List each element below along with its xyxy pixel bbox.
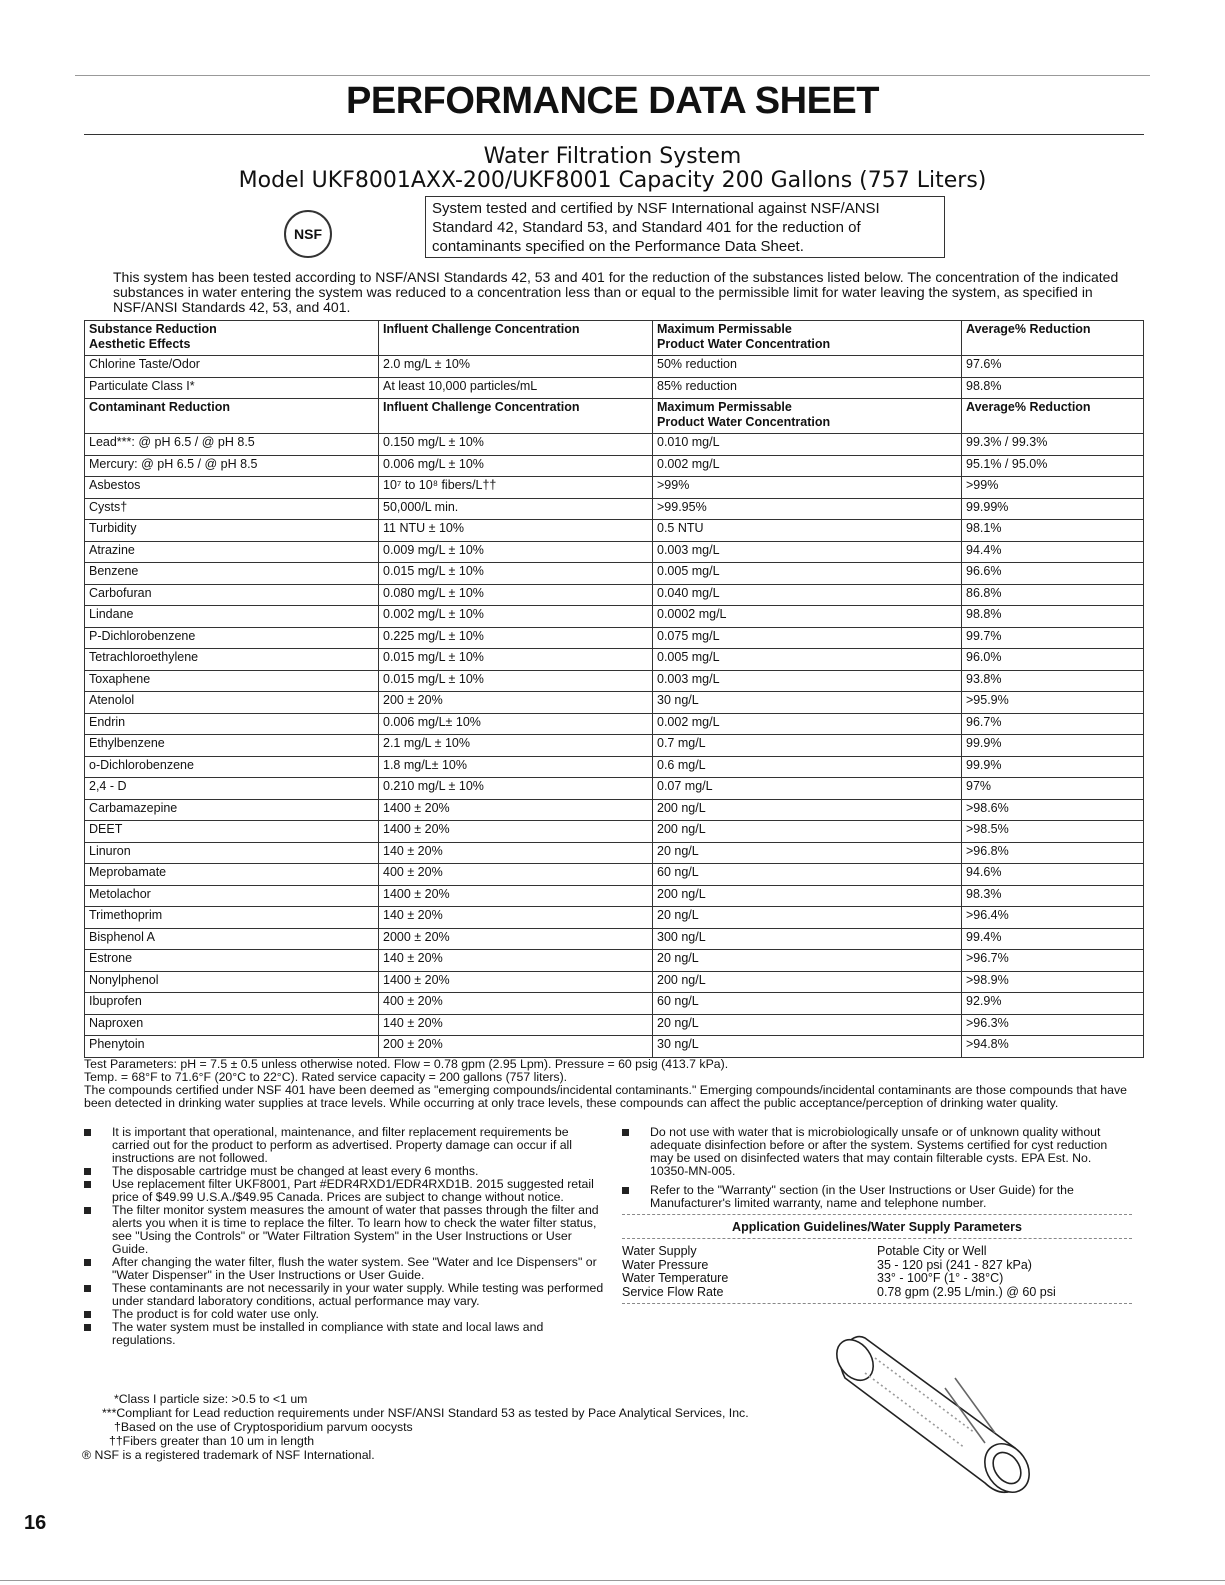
table-cell: Estrone bbox=[85, 950, 379, 972]
table-cell: Carbofuran bbox=[85, 584, 379, 606]
table-row bbox=[85, 885, 1144, 907]
table-cell: 99.9% bbox=[962, 756, 1144, 778]
table-cell: Toxaphene bbox=[85, 670, 379, 692]
table-cell: 400 ± 20% bbox=[379, 993, 653, 1015]
table-cell: Average% Reduction bbox=[962, 321, 1144, 356]
subtitle-model: Model UKF8001AXX-200/UKF8001 Capacity 200 Gallons (757 Liters) bbox=[238, 168, 987, 193]
table-cell: 2.0 mg/L ± 10% bbox=[379, 356, 653, 378]
table-cell: 0.003 mg/L bbox=[653, 541, 962, 563]
table-cell: 50,000/L min. bbox=[379, 498, 653, 520]
test-param-line: Temp. = 68°F to 71.6°F (20°C to 22°C). Rated service capacity = 200 gallons (757 liters). bbox=[84, 1070, 568, 1084]
table-cell: 86.8% bbox=[962, 584, 1144, 606]
table-cell: 200 ng/L bbox=[653, 799, 962, 821]
table-row bbox=[85, 713, 1144, 735]
table-row bbox=[85, 799, 1144, 821]
table-cell: Benzene bbox=[85, 563, 379, 585]
table-cell: Carbamazepine bbox=[85, 799, 379, 821]
performance-table bbox=[84, 320, 1144, 1058]
table-row bbox=[85, 756, 1144, 778]
table-cell: Substance Reduction Aesthetic Effects bbox=[85, 321, 379, 356]
table-cell: 99.7% bbox=[962, 627, 1144, 649]
table-cell: 98.1% bbox=[962, 520, 1144, 542]
table-cell: 11 NTU ± 10% bbox=[379, 520, 653, 542]
table-row bbox=[85, 606, 1144, 628]
page-number: 16 bbox=[24, 1512, 47, 1534]
page-title: PERFORMANCE DATA SHEET bbox=[346, 80, 879, 122]
table-cell: Atrazine bbox=[85, 541, 379, 563]
bullet-list-right bbox=[622, 1126, 1132, 1310]
divider bbox=[622, 1238, 1132, 1239]
param-label: Water Supply bbox=[622, 1244, 697, 1258]
table-cell: 20 ng/L bbox=[653, 1014, 962, 1036]
intro-paragraph: This system has been tested according to NSF/ANSI Standards 42, 53 and 401 for the reduction of the substances listed below. The concentration of the indicated substances in water entering the system was reduced to a concentration less than or equal to the permissible limit for water leaving the system, as specified in NSF/ANSI Standards 42, 53, and 401. bbox=[113, 269, 1119, 315]
table-cell: 0.002 mg/L bbox=[653, 713, 962, 735]
table-cell: Particulate Class I* bbox=[85, 377, 379, 399]
table-cell: 1400 ± 20% bbox=[379, 799, 653, 821]
certification-box: System tested and certified by NSF International against NSF/ANSI Standard 42, Standard 53, and Standard 401 for the reduction of contaminants specified on the Performance Data Sheet. bbox=[425, 196, 945, 258]
param-label: Service Flow Rate bbox=[622, 1284, 724, 1299]
table-cell: 98.8% bbox=[962, 606, 1144, 628]
table-cell: >96.4% bbox=[962, 907, 1144, 929]
divider bbox=[622, 1303, 1132, 1304]
table-cell: Naproxen bbox=[85, 1014, 379, 1036]
footnotes bbox=[84, 1392, 884, 1462]
bullet-item: Use replacement filter UKF8001, Part #EDR4RXD1/EDR4RXD1B. 2015 suggested retail price of $49.99 U.S.A./$49.95 Canada. Prices are subject to change without notice. bbox=[84, 1178, 604, 1204]
table-cell: Trimethoprim bbox=[85, 907, 379, 929]
bullet-item: Do not use with water that is microbiologically unsafe or of unknown quality without adequate disinfection before or after the system. Systems certified for cyst reduction may be used on disinfected waters that may contain filterable cysts. EPA Est. No. 10350-MN-005. bbox=[622, 1126, 1132, 1178]
table-cell: 2000 ± 20% bbox=[379, 928, 653, 950]
table-cell: 140 ± 20% bbox=[379, 907, 653, 929]
table-row bbox=[85, 584, 1144, 606]
bullet-item: The water system must be installed in compliance with state and local laws and regulations. bbox=[84, 1321, 604, 1347]
table-cell: >95.9% bbox=[962, 692, 1144, 714]
test-param-line: Test Parameters: pH = 7.5 ± 0.5 unless otherwise noted. Flow = 0.78 gpm (2.95 Lpm). Pressure = 60 psig (413.7 kPa). bbox=[84, 1057, 729, 1071]
table-cell: 95.1% / 95.0% bbox=[962, 455, 1144, 477]
table-cell: 1400 ± 20% bbox=[379, 971, 653, 993]
table-cell: >99.95% bbox=[653, 498, 962, 520]
application-guidelines-table bbox=[622, 1245, 1132, 1299]
table-row bbox=[85, 670, 1144, 692]
table-cell: Chlorine Taste/Odor bbox=[85, 356, 379, 378]
table-cell: 140 ± 20% bbox=[379, 842, 653, 864]
table-cell: 0.006 mg/L± 10% bbox=[379, 713, 653, 735]
table-row bbox=[85, 649, 1144, 671]
table-cell: Contaminant Reduction bbox=[85, 399, 379, 434]
table-cell: 96.7% bbox=[962, 713, 1144, 735]
table-cell: 99.4% bbox=[962, 928, 1144, 950]
table-cell: 0.005 mg/L bbox=[653, 563, 962, 585]
footnote: ††Fibers greater than 10 um in length bbox=[109, 1434, 315, 1448]
table-cell: 99.99% bbox=[962, 498, 1144, 520]
table-cell: Asbestos bbox=[85, 477, 379, 499]
table-cell: 94.4% bbox=[962, 541, 1144, 563]
param-value: Potable City or Well bbox=[877, 1244, 987, 1258]
table-cell: Lindane bbox=[85, 606, 379, 628]
bullet-list-left bbox=[84, 1126, 604, 1347]
table-cell: 0.006 mg/L ± 10% bbox=[379, 455, 653, 477]
table-cell: 99.9% bbox=[962, 735, 1144, 757]
subtitle-system: Water Filtration System bbox=[483, 144, 742, 169]
bullet-item: Refer to the "Warranty" section (in the User Instructions or User Guide) for the Manufacturer's limited warranty, name and telephone number. bbox=[622, 1184, 1132, 1210]
table-cell: 0.075 mg/L bbox=[653, 627, 962, 649]
table-cell: 0.003 mg/L bbox=[653, 670, 962, 692]
table-row bbox=[85, 971, 1144, 993]
bullet-item: The filter monitor system measures the amount of water that passes through the filter and alerts you when it is time to replace the filter. To learn how to check the water filter status, see "Using the Controls" or "Water Filtration System" in the User Instructions or User Guide. bbox=[84, 1204, 604, 1256]
table-cell: >96.3% bbox=[962, 1014, 1144, 1036]
table-row bbox=[85, 993, 1144, 1015]
table-cell: 60 ng/L bbox=[653, 993, 962, 1015]
table-cell: Ethylbenzene bbox=[85, 735, 379, 757]
table-row bbox=[85, 907, 1144, 929]
table-row bbox=[85, 520, 1144, 542]
table-cell: 200 ng/L bbox=[653, 971, 962, 993]
table-header-row bbox=[85, 399, 1144, 434]
table-cell: 0.225 mg/L ± 10% bbox=[379, 627, 653, 649]
table-cell: Ibuprofen bbox=[85, 993, 379, 1015]
table-row bbox=[85, 928, 1144, 950]
table-cell: Atenolol bbox=[85, 692, 379, 714]
table-cell: 30 ng/L bbox=[653, 1036, 962, 1058]
table-cell: 0.002 mg/L bbox=[653, 455, 962, 477]
test-param-line: The compounds certified under NSF 401 have been deemed as "emerging compounds/incidental contaminants." Emerging compounds/incidental contaminants are those compounds that have been detected in drinking water supplies at trace levels. While occurring at only trace levels, these compounds can affect the public acceptance/perception of drinking water quality. bbox=[84, 1083, 1127, 1110]
table-cell: 85% reduction bbox=[653, 377, 962, 399]
table-cell: 140 ± 20% bbox=[379, 950, 653, 972]
table-cell: 0.080 mg/L ± 10% bbox=[379, 584, 653, 606]
param-value: 0.78 gpm (2.95 L/min.) @ 60 psi bbox=[877, 1284, 1056, 1299]
table-cell: 0.7 mg/L bbox=[653, 735, 962, 757]
footnote: ® NSF is a registered trademark of NSF International. bbox=[82, 1448, 375, 1462]
table-cell: >99% bbox=[653, 477, 962, 499]
param-label: Water Temperature bbox=[622, 1271, 729, 1285]
table-row bbox=[85, 950, 1144, 972]
table-cell: 1400 ± 20% bbox=[379, 885, 653, 907]
table-cell: 0.009 mg/L ± 10% bbox=[379, 541, 653, 563]
footnote: †Based on the use of Cryptosporidium parvum oocysts bbox=[114, 1420, 413, 1434]
table-cell: 0.150 mg/L ± 10% bbox=[379, 434, 653, 456]
table-cell: 1400 ± 20% bbox=[379, 821, 653, 843]
table-cell: >98.5% bbox=[962, 821, 1144, 843]
table-cell: DEET bbox=[85, 821, 379, 843]
table-cell: Maximum Permissable Product Water Concentration bbox=[653, 399, 962, 434]
top-rule bbox=[75, 75, 1150, 76]
table-cell: At least 10,000 particles/mL bbox=[379, 377, 653, 399]
table-row bbox=[85, 563, 1144, 585]
table-cell: 0.015 mg/L ± 10% bbox=[379, 649, 653, 671]
table-cell: 98.3% bbox=[962, 885, 1144, 907]
table-row bbox=[85, 455, 1144, 477]
table-cell: Mercury: @ pH 6.5 / @ pH 8.5 bbox=[85, 455, 379, 477]
table-cell: Endrin bbox=[85, 713, 379, 735]
table-cell: >98.9% bbox=[962, 971, 1144, 993]
table-row bbox=[85, 434, 1144, 456]
param-value: 35 - 120 psi (241 - 827 kPa) bbox=[877, 1257, 1032, 1272]
table-cell: 0.07 mg/L bbox=[653, 778, 962, 800]
table-cell: 0.015 mg/L ± 10% bbox=[379, 563, 653, 585]
footnote: ***Compliant for Lead reduction requirements under NSF/ANSI Standard 53 as tested by Pace Analytical Services, Inc. bbox=[102, 1406, 749, 1420]
table-cell: Linuron bbox=[85, 842, 379, 864]
table-cell: 2,4 - D bbox=[85, 778, 379, 800]
table-cell: 99.3% / 99.3% bbox=[962, 434, 1144, 456]
table-row bbox=[85, 1036, 1144, 1058]
bullet-item: The product is for cold water use only. bbox=[84, 1308, 604, 1321]
table-row bbox=[85, 541, 1144, 563]
test-parameters bbox=[84, 1058, 1144, 1110]
table-cell: 140 ± 20% bbox=[379, 1014, 653, 1036]
table-cell: >98.6% bbox=[962, 799, 1144, 821]
table-cell: 0.210 mg/L ± 10% bbox=[379, 778, 653, 800]
table-cell: 20 ng/L bbox=[653, 950, 962, 972]
table-row bbox=[85, 842, 1144, 864]
table-cell: 0.010 mg/L bbox=[653, 434, 962, 456]
table-row bbox=[85, 377, 1144, 399]
application-guidelines-title: Application Guidelines/Water Supply Parameters bbox=[732, 1220, 1022, 1234]
param-value: 33° - 100°F (1° - 38°C) bbox=[877, 1271, 1004, 1285]
table-cell: Turbidity bbox=[85, 520, 379, 542]
table-cell: Influent Challenge Concentration bbox=[379, 321, 653, 356]
table-row bbox=[85, 627, 1144, 649]
table-cell: 97.6% bbox=[962, 356, 1144, 378]
table-cell: 50% reduction bbox=[653, 356, 962, 378]
table-row bbox=[85, 778, 1144, 800]
table-row bbox=[85, 735, 1144, 757]
table-cell: 200 ng/L bbox=[653, 885, 962, 907]
table-cell: 0.040 mg/L bbox=[653, 584, 962, 606]
table-cell: P-Dichlorobenzene bbox=[85, 627, 379, 649]
table-row bbox=[85, 692, 1144, 714]
table-cell: 1.8 mg/L± 10% bbox=[379, 756, 653, 778]
table-cell: 60 ng/L bbox=[653, 864, 962, 886]
table-cell: Tetrachloroethylene bbox=[85, 649, 379, 671]
table-cell: 200 ± 20% bbox=[379, 1036, 653, 1058]
table-cell: 200 ± 20% bbox=[379, 692, 653, 714]
table-cell: 300 ng/L bbox=[653, 928, 962, 950]
table-cell: Influent Challenge Concentration bbox=[379, 399, 653, 434]
table-row bbox=[85, 1014, 1144, 1036]
table-cell: 97% bbox=[962, 778, 1144, 800]
table-cell: 94.6% bbox=[962, 864, 1144, 886]
table-cell: 200 ng/L bbox=[653, 821, 962, 843]
table-cell: 20 ng/L bbox=[653, 842, 962, 864]
table-cell: 10⁷ to 10⁸ fibers/L†† bbox=[379, 477, 653, 499]
bullet-item: These contaminants are not necessarily in your water supply. While testing was performed under standard laboratory conditions, actual performance may vary. bbox=[84, 1282, 604, 1308]
bullet-item: After changing the water filter, flush the water system. See "Water and Ice Dispensers" or "Water Dispenser" in the User Instructions or User Guide. bbox=[84, 1256, 604, 1282]
table-cell: o-Dichlorobenzene bbox=[85, 756, 379, 778]
table-header-row bbox=[85, 321, 1144, 356]
table-cell: Average% Reduction bbox=[962, 399, 1144, 434]
nsf-logo: NSF bbox=[284, 210, 332, 258]
divider bbox=[622, 1214, 1132, 1215]
table-cell: Bisphenol A bbox=[85, 928, 379, 950]
table-cell: 0.015 mg/L ± 10% bbox=[379, 670, 653, 692]
table-row bbox=[85, 477, 1144, 499]
table-cell: Metolachor bbox=[85, 885, 379, 907]
table-cell: 0.5 NTU bbox=[653, 520, 962, 542]
title-rule bbox=[84, 134, 1144, 135]
bullet-item: The disposable cartridge must be changed at least every 6 months. bbox=[84, 1165, 604, 1178]
table-cell: 20 ng/L bbox=[653, 907, 962, 929]
table-cell: 0.002 mg/L ± 10% bbox=[379, 606, 653, 628]
table-row bbox=[85, 356, 1144, 378]
table-cell: 96.6% bbox=[962, 563, 1144, 585]
table-cell: >94.8% bbox=[962, 1036, 1144, 1058]
bullet-item: It is important that operational, maintenance, and filter replacement requirements be carried out for the product to perform as advertised. Property damage can occur if all instructions are not followed. bbox=[84, 1126, 604, 1165]
table-cell: 0.0002 mg/L bbox=[653, 606, 962, 628]
table-cell: Phenytoin bbox=[85, 1036, 379, 1058]
table-cell: 30 ng/L bbox=[653, 692, 962, 714]
table-cell: Maximum Permissable Product Water Concentration bbox=[653, 321, 962, 356]
table-cell: 2.1 mg/L ± 10% bbox=[379, 735, 653, 757]
table-cell: >96.8% bbox=[962, 842, 1144, 864]
table-cell: Lead***: @ pH 6.5 / @ pH 8.5 bbox=[85, 434, 379, 456]
footnote: *Class I particle size: >0.5 to <1 um bbox=[114, 1392, 308, 1406]
table-row bbox=[85, 864, 1144, 886]
table-cell: 0.6 mg/L bbox=[653, 756, 962, 778]
table-cell: 92.9% bbox=[962, 993, 1144, 1015]
table-cell: >96.7% bbox=[962, 950, 1144, 972]
param-label: Water Pressure bbox=[622, 1257, 709, 1272]
table-cell: 96.0% bbox=[962, 649, 1144, 671]
table-row bbox=[85, 498, 1144, 520]
table-cell: >99% bbox=[962, 477, 1144, 499]
table-cell: 93.8% bbox=[962, 670, 1144, 692]
table-row bbox=[85, 821, 1144, 843]
table-cell: 98.8% bbox=[962, 377, 1144, 399]
table-cell: Nonylphenol bbox=[85, 971, 379, 993]
table-cell: 0.005 mg/L bbox=[653, 649, 962, 671]
table-cell: Meprobamate bbox=[85, 864, 379, 886]
table-cell: Cysts† bbox=[85, 498, 379, 520]
table-cell: 400 ± 20% bbox=[379, 864, 653, 886]
bottom-rule bbox=[0, 1580, 1225, 1581]
